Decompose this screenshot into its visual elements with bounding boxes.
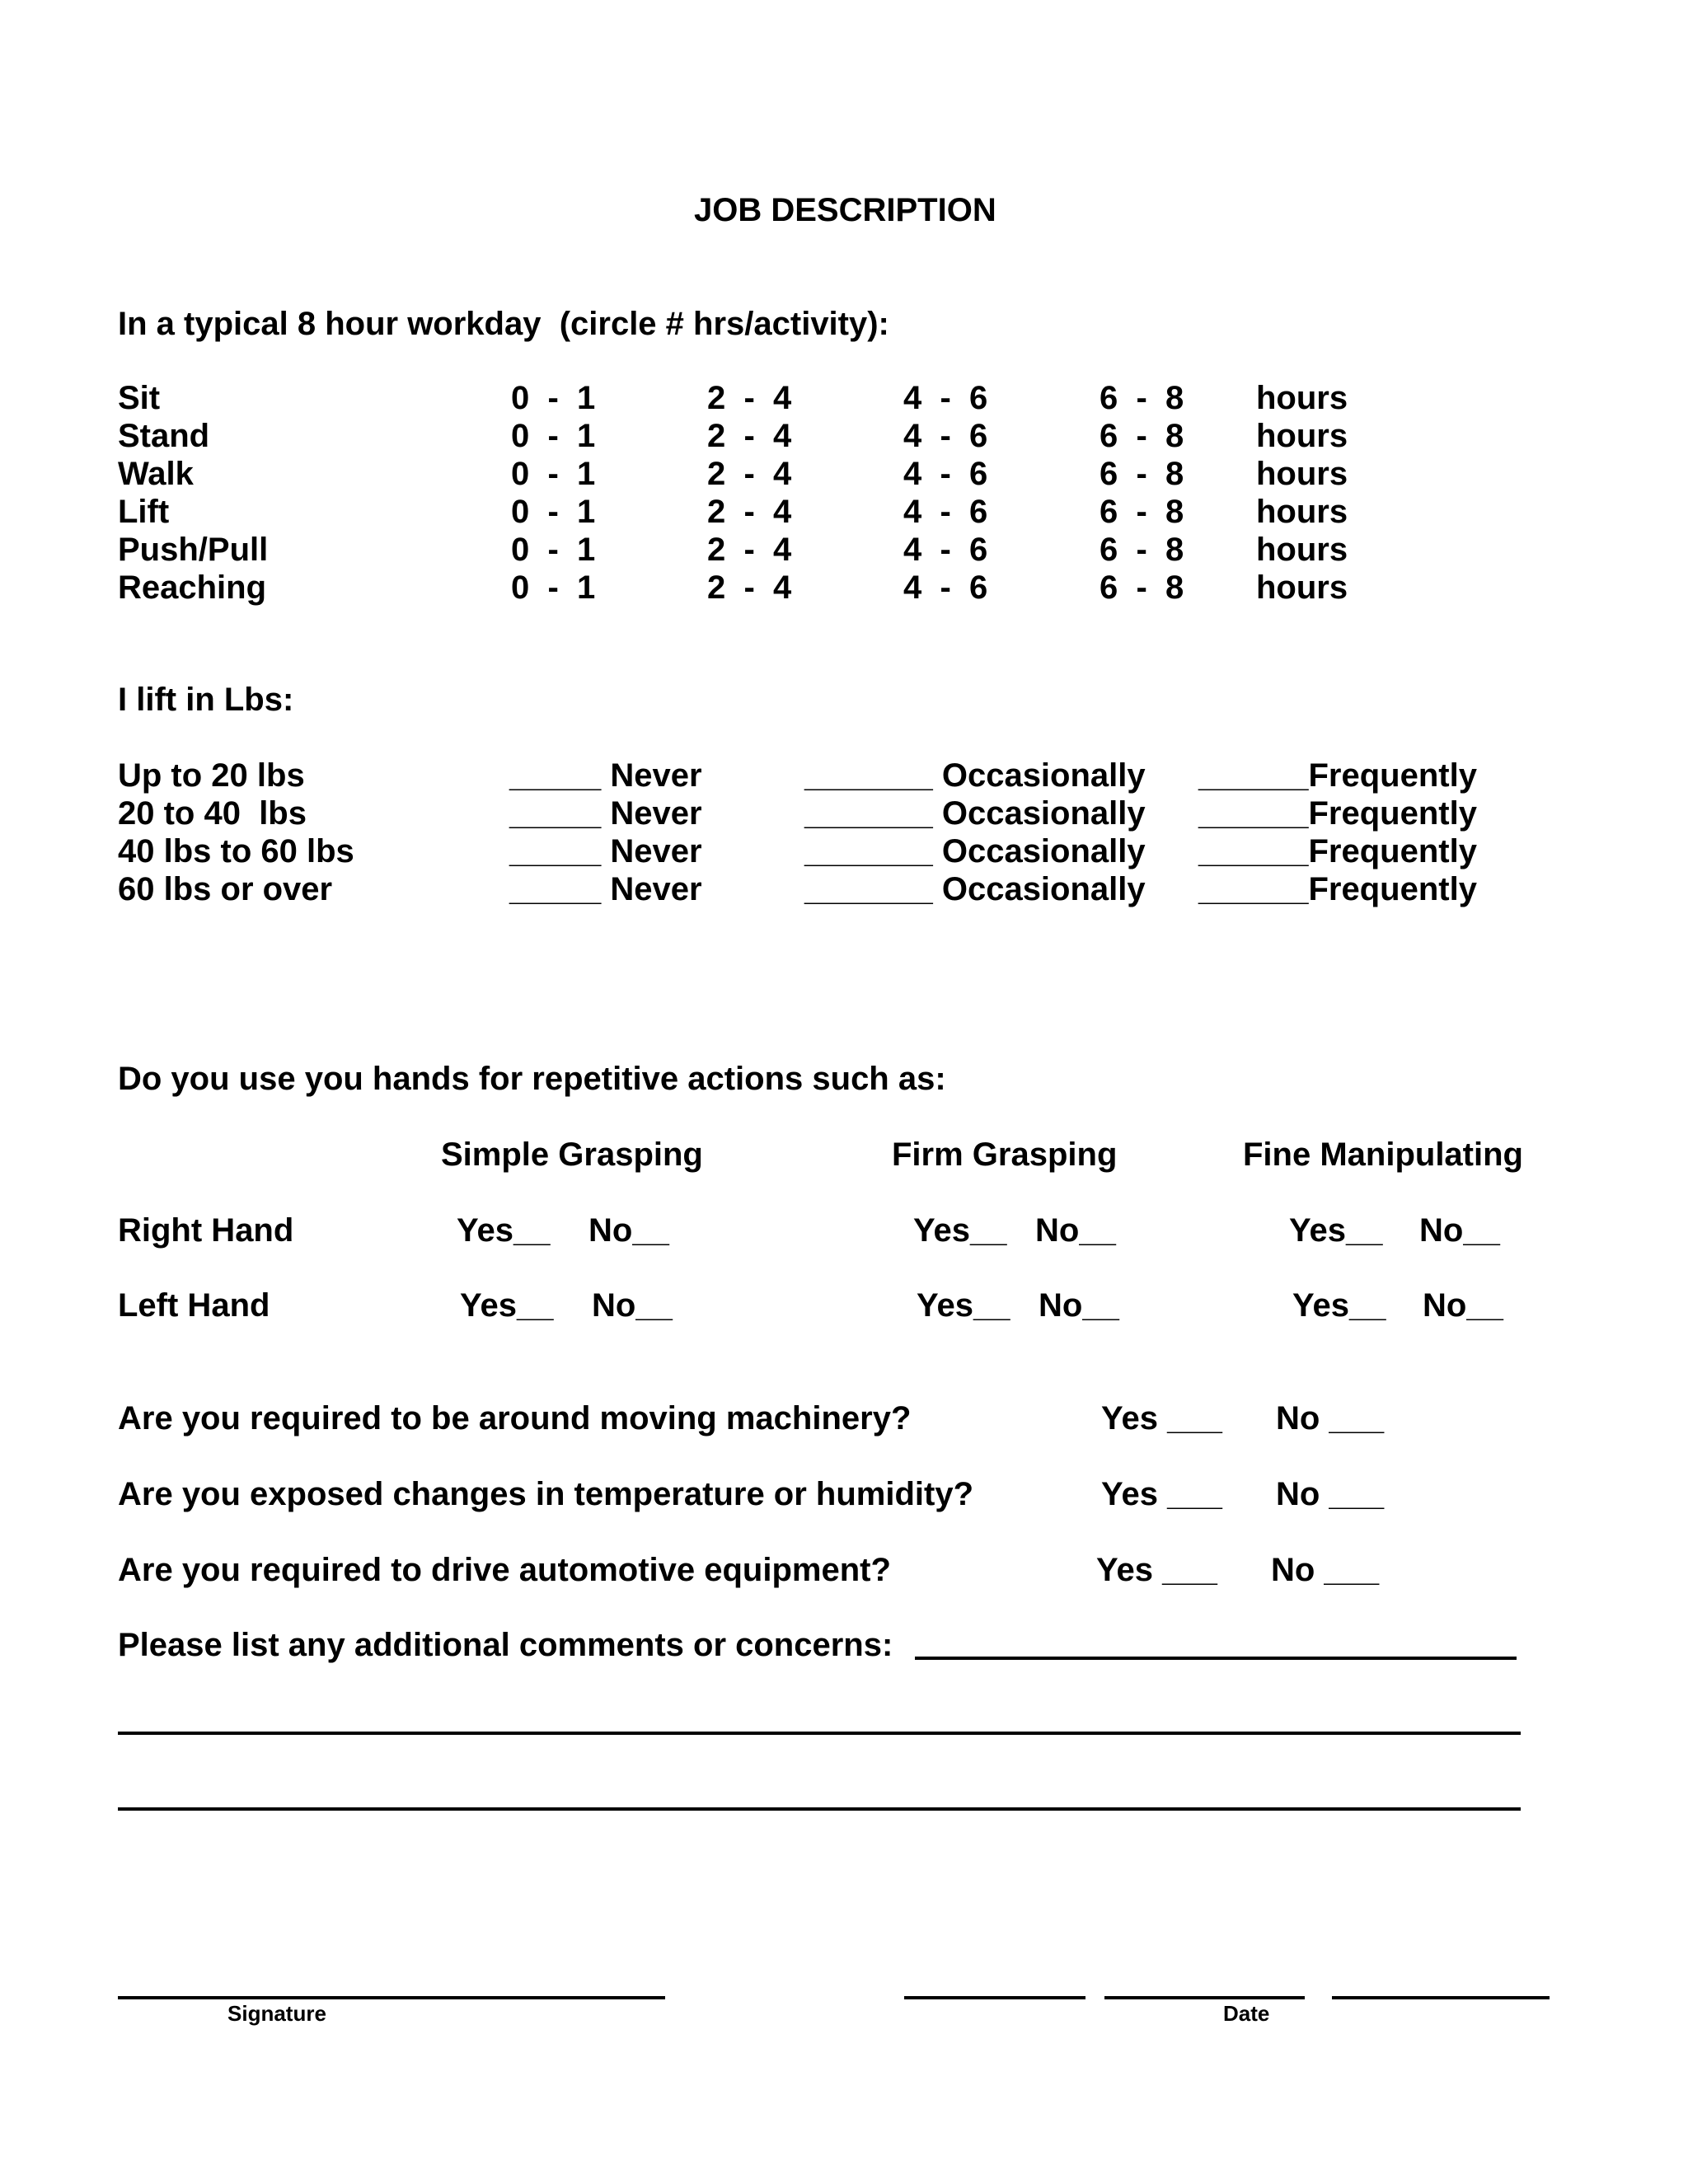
lift-occasionally-field[interactable]: _______ Occasionally bbox=[804, 757, 1146, 794]
left-simple-no[interactable]: No__ bbox=[592, 1287, 673, 1324]
column-fine-manipulating: Fine Manipulating bbox=[1243, 1137, 1523, 1173]
hours-option[interactable]: 4 - 6 bbox=[903, 456, 988, 492]
left-fine-yes[interactable]: Yes__ bbox=[1292, 1287, 1386, 1324]
hours-option[interactable]: 4 - 6 bbox=[903, 380, 988, 416]
lift-frequently-field[interactable]: ______Frequently bbox=[1198, 833, 1477, 869]
lift-occasionally-field[interactable]: _______ Occasionally bbox=[804, 795, 1146, 832]
lift-frequently-field[interactable]: ______Frequently bbox=[1198, 795, 1477, 832]
activity-label-push-pull: Push/Pull bbox=[118, 532, 269, 568]
signature-label: Signature bbox=[227, 2001, 326, 2026]
date-month-line[interactable] bbox=[904, 1996, 1085, 1999]
machinery-yes[interactable]: Yes ___ bbox=[1101, 1400, 1222, 1436]
hours-option[interactable]: 2 - 4 bbox=[707, 380, 792, 416]
hours-option[interactable]: 4 - 6 bbox=[903, 569, 988, 606]
right-firm-yes[interactable]: Yes__ bbox=[913, 1212, 1007, 1249]
question-temperature: Are you exposed changes in temperature or humidity? bbox=[118, 1476, 974, 1512]
left-hand-label: Left Hand bbox=[118, 1287, 270, 1324]
hours-unit: hours bbox=[1256, 456, 1348, 492]
hours-unit: hours bbox=[1256, 532, 1348, 568]
lift-never-field[interactable]: _____ Never bbox=[509, 833, 702, 869]
hours-unit: hours bbox=[1256, 380, 1348, 416]
hours-option[interactable]: 0 - 1 bbox=[511, 569, 596, 606]
hours-option[interactable]: 6 - 8 bbox=[1100, 569, 1184, 606]
hours-option[interactable]: 4 - 6 bbox=[903, 532, 988, 568]
lift-occasionally-field[interactable]: _______ Occasionally bbox=[804, 871, 1146, 907]
hours-option[interactable]: 6 - 8 bbox=[1100, 418, 1184, 454]
lift-frequently-field[interactable]: ______Frequently bbox=[1198, 757, 1477, 794]
column-simple-grasping: Simple Grasping bbox=[441, 1137, 703, 1173]
activity-label-sit: Sit bbox=[118, 380, 161, 416]
lift-row-label: 20 to 40 lbs bbox=[118, 795, 307, 832]
machinery-no[interactable]: No ___ bbox=[1276, 1400, 1385, 1436]
comments-label: Please list any additional comments or concerns: bbox=[118, 1627, 893, 1663]
activity-label-reaching: Reaching bbox=[118, 569, 267, 606]
hours-option[interactable]: 0 - 1 bbox=[511, 494, 596, 530]
left-fine-no[interactable]: No__ bbox=[1423, 1287, 1503, 1324]
hours-option[interactable]: 2 - 4 bbox=[707, 532, 792, 568]
left-firm-yes[interactable]: Yes__ bbox=[917, 1287, 1010, 1324]
activity-label-walk: Walk bbox=[118, 456, 194, 492]
lift-frequently-field[interactable]: ______Frequently bbox=[1198, 871, 1477, 907]
hours-unit: hours bbox=[1256, 494, 1348, 530]
driving-yes[interactable]: Yes ___ bbox=[1096, 1552, 1217, 1588]
comments-line-1[interactable] bbox=[915, 1657, 1517, 1660]
page-title: JOB DESCRIPTION bbox=[694, 192, 996, 228]
hours-option[interactable]: 2 - 4 bbox=[707, 569, 792, 606]
right-simple-no[interactable]: No__ bbox=[588, 1212, 669, 1249]
hours-option[interactable]: 6 - 8 bbox=[1100, 456, 1184, 492]
question-machinery: Are you required to be around moving machinery? bbox=[118, 1400, 912, 1436]
hours-option[interactable]: 0 - 1 bbox=[511, 456, 596, 492]
driving-no[interactable]: No ___ bbox=[1271, 1552, 1380, 1588]
question-driving: Are you required to drive automotive equipment? bbox=[118, 1552, 891, 1588]
hours-option[interactable]: 2 - 4 bbox=[707, 456, 792, 492]
comments-line-3[interactable] bbox=[118, 1807, 1521, 1811]
lifting-heading: I lift in Lbs: bbox=[118, 682, 294, 718]
date-year-line[interactable] bbox=[1332, 1996, 1550, 1999]
lift-row-label: 40 lbs to 60 lbs bbox=[118, 833, 354, 869]
date-label: Date bbox=[1223, 2001, 1270, 2026]
lift-never-field[interactable]: _____ Never bbox=[509, 795, 702, 832]
hours-unit: hours bbox=[1256, 418, 1348, 454]
right-hand-label: Right Hand bbox=[118, 1212, 294, 1249]
signature-line[interactable] bbox=[118, 1996, 665, 1999]
temperature-no[interactable]: No ___ bbox=[1276, 1476, 1385, 1512]
hours-option[interactable]: 0 - 1 bbox=[511, 532, 596, 568]
right-fine-no[interactable]: No__ bbox=[1419, 1212, 1500, 1249]
activity-label-stand: Stand bbox=[118, 418, 210, 454]
lift-row-label: Up to 20 lbs bbox=[118, 757, 305, 794]
hours-unit: hours bbox=[1256, 569, 1348, 606]
hours-option[interactable]: 4 - 6 bbox=[903, 418, 988, 454]
date-day-line[interactable] bbox=[1104, 1996, 1305, 1999]
temperature-yes[interactable]: Yes ___ bbox=[1101, 1476, 1222, 1512]
hours-option[interactable]: 2 - 4 bbox=[707, 494, 792, 530]
right-firm-no[interactable]: No__ bbox=[1035, 1212, 1116, 1249]
lift-never-field[interactable]: _____ Never bbox=[509, 871, 702, 907]
hours-option[interactable]: 2 - 4 bbox=[707, 418, 792, 454]
hours-option[interactable]: 4 - 6 bbox=[903, 494, 988, 530]
hours-option[interactable]: 6 - 8 bbox=[1100, 494, 1184, 530]
hours-option[interactable]: 0 - 1 bbox=[511, 380, 596, 416]
lift-never-field[interactable]: _____ Never bbox=[509, 757, 702, 794]
hours-option[interactable]: 6 - 8 bbox=[1100, 532, 1184, 568]
hours-option[interactable]: 6 - 8 bbox=[1100, 380, 1184, 416]
lift-row-label: 60 lbs or over bbox=[118, 871, 333, 907]
right-fine-yes[interactable]: Yes__ bbox=[1289, 1212, 1383, 1249]
right-simple-yes[interactable]: Yes__ bbox=[457, 1212, 551, 1249]
comments-line-2[interactable] bbox=[118, 1732, 1521, 1735]
column-firm-grasping: Firm Grasping bbox=[892, 1137, 1118, 1173]
lift-occasionally-field[interactable]: _______ Occasionally bbox=[804, 833, 1146, 869]
left-firm-no[interactable]: No__ bbox=[1039, 1287, 1119, 1324]
activity-label-lift: Lift bbox=[118, 494, 170, 530]
workday-intro: In a typical 8 hour workday (circle # hrs/activity): bbox=[118, 306, 889, 342]
hands-question: Do you use you hands for repetitive actions such as: bbox=[118, 1061, 946, 1097]
hours-option[interactable]: 0 - 1 bbox=[511, 418, 596, 454]
left-simple-yes[interactable]: Yes__ bbox=[460, 1287, 554, 1324]
